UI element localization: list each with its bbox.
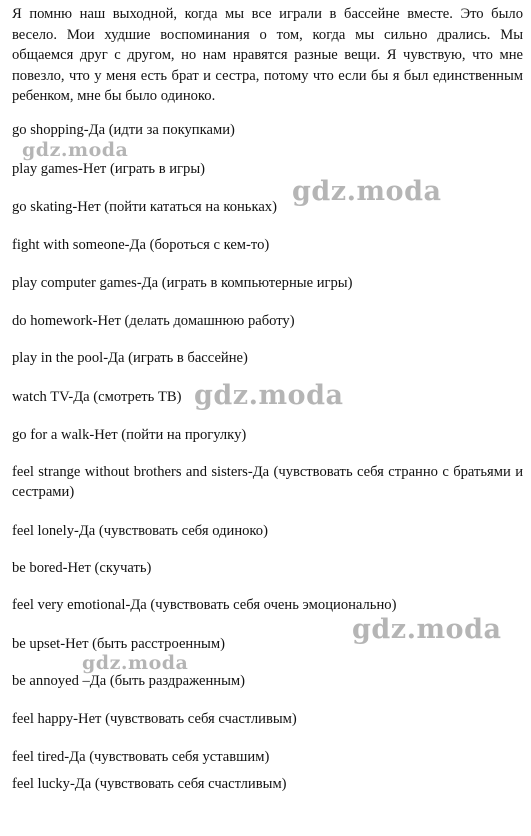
list-item: feel lucky-Да (чувствовать себя счастливым) [12, 776, 287, 792]
list-item: feel tired-Да (чувствовать себя уставшим) [12, 749, 270, 765]
list-item: go shopping-Да (идти за покупками) [12, 122, 235, 138]
list-item: go skating-Нет (пойти кататься на коньках) [12, 199, 277, 215]
intro-paragraph: Я помню наш выходной, когда мы все играли в бассейне вместе. Это было весело. Мои худшие воспоминания о том, когда мы сильно дрались. Мы общаемся друг с другом, но нам нравятся разные вещи. Я чувствую, что мне повезло, что у меня есть брат и сестра, потому что если бы я был единственным ребенком, мне бы было одиноко. [12, 6, 523, 104]
list-item: play computer games-Да (играть в компьютерные игры) [12, 275, 353, 291]
list-item: watch TV-Да (смотреть ТВ) [12, 389, 182, 405]
watermark-logo: gdz.moda [82, 652, 189, 674]
watermark-logo: gdz.moda [22, 139, 129, 161]
list-item: be bored-Нет (скучать) [12, 560, 152, 576]
list-item: feel strange without brothers and sisters-Да (чувствовать себя странно с братьями и сестрами) [12, 464, 523, 500]
watermark-logo: gdz.moda [194, 380, 344, 411]
list-item: play games-Нет (играть в игры) [12, 161, 205, 177]
list-item: feel very emotional-Да (чувствовать себя очень эмоционально) [12, 597, 397, 613]
watermark-logo: gdz.moda [292, 176, 442, 207]
list-item: play in the pool-Да (играть в бассейне) [12, 350, 248, 366]
list-item: feel happy-Нет (чувствовать себя счастливым) [12, 711, 297, 727]
list-item: go for a walk-Нет (пойти на прогулку) [12, 427, 247, 443]
list-item: do homework-Нет (делать домашнюю работу) [12, 313, 295, 329]
list-item: fight with someone-Да (бороться с кем-то) [12, 237, 270, 253]
list-item: feel lonely-Да (чувствовать себя одиноко) [12, 523, 268, 539]
list-item: be annoyed –Да (быть раздраженным) [12, 673, 246, 689]
watermark-logo: gdz.moda [352, 614, 502, 645]
list-item: be upset-Нет (быть расстроенным) [12, 636, 225, 652]
